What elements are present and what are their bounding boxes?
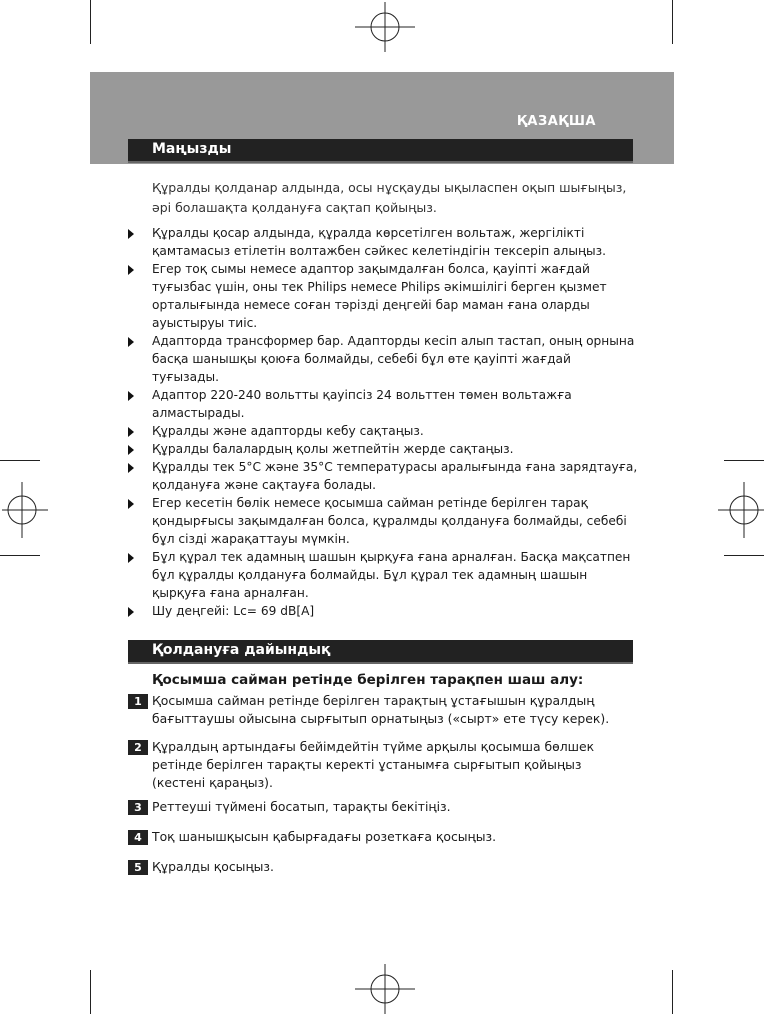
bullet-triangle-icon (128, 499, 134, 509)
list-item: Егер кесетін бөлік немесе қосымша сайман ретінде берілген тарақ қондырғысы зақымдалған болса, құралмды қолдануға болмайды, себебі бұл сізді жарақаттауы мүмкін. (128, 494, 638, 548)
section-bar-preparation (128, 640, 633, 664)
registration-mark-bottom (350, 964, 420, 1014)
step-number: 4 (128, 830, 148, 845)
step-text: Қосымша сайман ретінде берілген тарақтың ұстағышын құралдың бағыттаушы ойысына сырғытып орнатыңыз («сырт» ете түсу керек). (152, 693, 610, 726)
section-title-preparation: Қолдануға дайындық (152, 642, 331, 658)
step-number: 5 (128, 860, 148, 875)
crop-mark (90, 0, 91, 44)
list-item: Бұл құрал тек адамның шашын қырқуға ғана арналған. Басқа мақсатпен бұл құралды қолдануға болмайды. Бұл құрал тек адамның шашын қырқуға ғана арналған. (128, 548, 638, 602)
bullet-triangle-icon (128, 229, 134, 239)
crop-mark (90, 970, 91, 1014)
bullet-triangle-icon (128, 265, 134, 275)
section-title-important: Маңызды (152, 141, 232, 157)
list-item: Егер тоқ сымы немесе адаптор зақымдалған болса, қауіпті жағдай туғызбас үшін, оны тек Philips немесе Philips әкімшілігі берген қызмет орталығында немесе соған тәрізді деңгейі бар маман ғана оларды ауыстыруы тиіс. (128, 260, 638, 332)
list-item: Адапторда трансформер бар. Адапторды кесіп алып тастап, оның орнына басқа шанышқы қоюға болмайды, себебі бұл өте қауіпті жағдай туғызады. (128, 332, 638, 386)
language-label: ҚАЗАҚША (516, 114, 596, 129)
crop-mark (724, 460, 764, 461)
step-text: Тоқ шанышқысын қабырғадағы розеткаға қосыңыз. (152, 829, 497, 844)
bullet-triangle-icon (128, 337, 134, 347)
subheading: Қосымша сайман ретінде берілген тарақпен шаш алу: (152, 672, 584, 688)
crop-mark (672, 0, 673, 44)
list-item: Құралды және адапторды кебу сақтаңыз. (128, 422, 638, 440)
step-text: Реттеуші түймені босатып, тарақты бекітіңіз. (152, 799, 451, 814)
bullet-triangle-icon (128, 553, 134, 563)
step-item (128, 692, 638, 728)
crop-mark (672, 970, 673, 1014)
step-number: 1 (128, 694, 148, 709)
bullet-triangle-icon (128, 463, 134, 473)
step-number: 2 (128, 740, 148, 755)
list-item: Құралды балалардың қолы жетпейтін жерде сақтаңыз. (128, 440, 638, 458)
crop-mark (724, 555, 764, 556)
section-bar-important (128, 139, 633, 163)
list-item: Құралды тек 5°С және 35°С температурасы аралығында ғана зарядтауға, қолдануға және сақтауға болады. (128, 458, 638, 494)
list-item: Шу деңгейі: Lc= 69 dB[A] (128, 602, 638, 620)
bullet-triangle-icon (128, 445, 134, 455)
intro-paragraph: Құралды қолданар алдында, осы нұсқауды ықыласпен оқып шығыңыз, әрі болашақта қолдануға сақтап қойыңыз. (152, 180, 627, 215)
warning-list (128, 224, 638, 620)
registration-mark-right (718, 478, 764, 542)
bullet-triangle-icon (128, 607, 134, 617)
step-text: Құралдың артындағы бейімдейтін түйме арқылы қосымша бөлшек ретінде берілген тарақты керекті ұстанымға сырғытып қойыңыз (кестені қараңыз). (152, 739, 595, 790)
list-item: Құралды қосар алдында, құралда көрсетілген вольтаж, жергілікті қамтамасыз етілетін волтажбен сәйкес келетіндігін тексеріп алыңыз. (128, 224, 638, 260)
crop-mark (0, 555, 40, 556)
bullet-triangle-icon (128, 391, 134, 401)
registration-mark-left (2, 478, 48, 542)
step-item (128, 828, 638, 846)
list-item: Адаптор 220-240 вольтты қауіпсіз 24 вольттен төмен вольтажға алмастырады. (128, 386, 638, 422)
registration-mark-top (350, 2, 420, 52)
step-item (128, 738, 638, 792)
step-number: 3 (128, 800, 148, 815)
bullet-triangle-icon (128, 427, 134, 437)
step-item (128, 858, 638, 876)
step-text: Құралды қосыңыз. (152, 859, 274, 874)
step-item (128, 798, 638, 816)
crop-mark (0, 460, 40, 461)
